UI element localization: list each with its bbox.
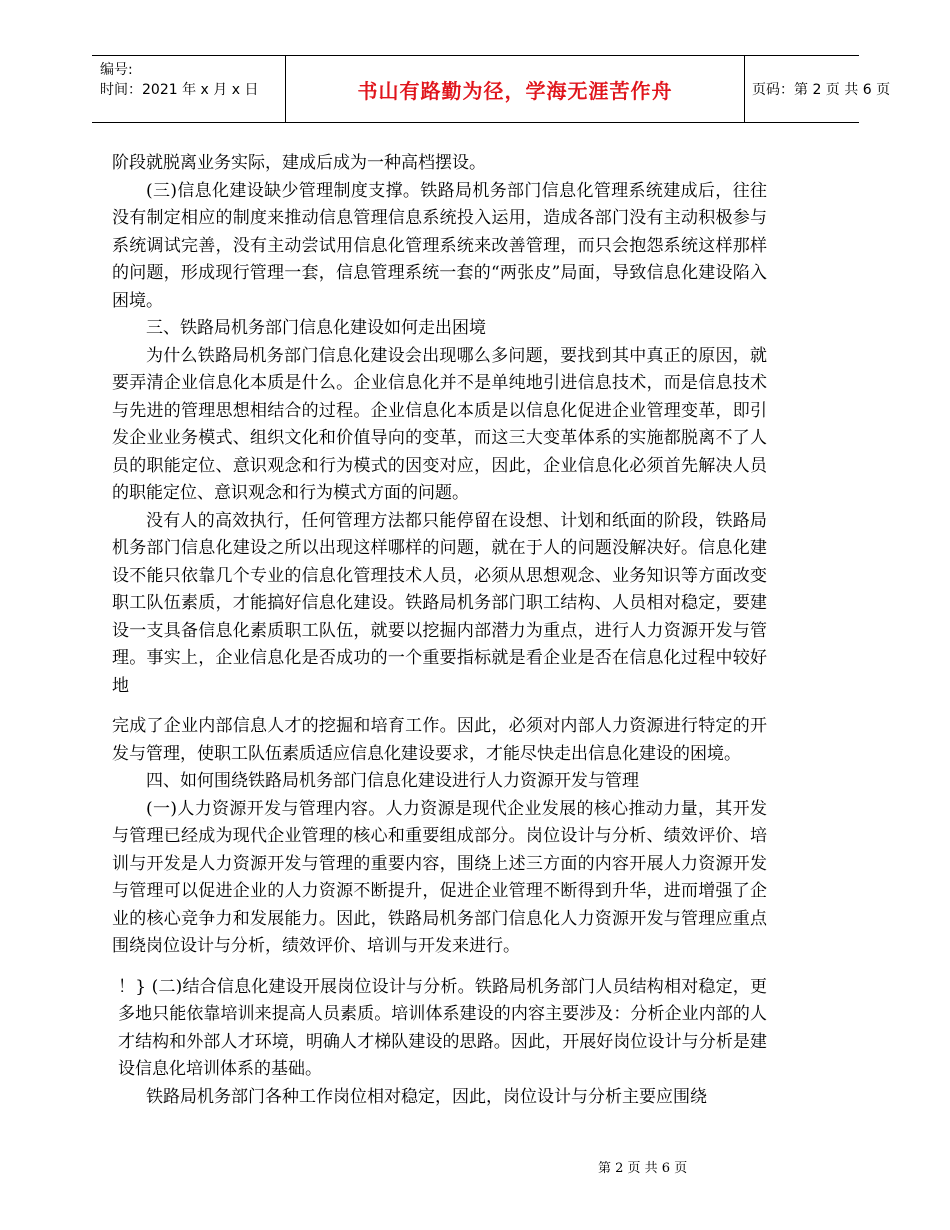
page-code: 页码：第 2 页 共 6 页	[752, 82, 891, 98]
page-footer: 第 2 页 共 6 页	[598, 1161, 688, 1176]
paragraph: (三)信息化建设缺少管理制度支撑。铁路局机务部门信息化管理系统建成后，往往没有制定相应的制度来推动信息管理信息系统投入运用，造成各部门没有主动积极参与系统调试完善，没有主动尝试用信息化管理系统来改善管理，而只会抱怨系统这样那样的问题，形成现行管理一套，信息管理系统一套的“两张皮”局面，导致信息化建设陷入困境。	[112, 180, 767, 311]
header-motto-cell	[285, 56, 745, 122]
section-heading: 三、铁路局机务部门信息化建设如何走出困境	[146, 318, 486, 338]
motto: 书山有路勤为径，学海无涯苦作舟	[357, 78, 673, 103]
spacer	[112, 700, 767, 713]
number-label: 编号:	[100, 62, 133, 78]
header-meta	[92, 56, 285, 122]
paragraph: 铁路局机务部门各种工作岗位相对稳定，因此，岗位设计与分析主要应围绕	[146, 1086, 707, 1107]
paragraph: (一)人力资源开发与管理内容。人力资源是现代企业发展的核心推动力量，其开发与管理已经成为现代企业管理的核心和重要组成部分。岗位设计与分析、绩效评价、培训与开发是人力资源开发与管理的重要内容，围绕上述三方面的内容开展人力资源开发与管理可以促进企业的人力资源不断提升，促进企业管理不断得到升华，进而增强了企业的核心竞争力和发展能力。因此，铁路局机务部门信息化人力资源开发与管理应重点围绕岗位设计与分析，绩效评价、培训与开发来进行。	[112, 798, 767, 956]
paragraph: 为什么铁路局机务部门信息化建设会出现哪么多问题，要找到其中真正的原因，就要弄清企业信息化本质是什么。企业信息化并不是单纯地引进信息技术，而是信息技术与先进的管理思想相结合的过程。企业信息化本质是以信息化促进企业管理变革，即引发企业业务模式、组织文化和价值导向的变革，而这三大变革体系的实施都脱离不了人员的职能定位、意识观念和行为模式的因变对应，因此，企业信息化必须首先解决人员的职能定位、意识观念和行为模式方面的问题。	[112, 345, 767, 503]
paragraph: 阶段就脱离业务实际，建成后成为一种高档摆设。	[112, 153, 486, 173]
paragraph: ！} (二)结合信息化建设开展岗位设计与分析。铁路局机务部门人员结构相对稳定，更多地只能依靠培训来提高人员素质。培训体系建设的内容主要涉及：分析企业内部的人才结构和外部人才环境，明确人才梯队建设的思路。因此，开展好岗位设计与分析是建设信息化培训体系的基础。	[118, 976, 767, 1079]
paragraph: 完成了企业内部信息人才的挖掘和培育工作。因此，必须对内部人力资源进行特定的开发与管理，使职工队伍素质适应信息化建设要求，才能尽快走出信息化建设的困境。	[112, 716, 767, 764]
spacer	[112, 961, 767, 974]
page-header	[92, 55, 891, 123]
section-heading: 四、如何围绕铁路局机务部门信息化建设进行人力资源开发与管理	[146, 771, 639, 791]
header-page-cell	[744, 56, 891, 122]
paragraph: 没有人的高效执行，任何管理方法都只能停留在设想、计划和纸面的阶段，铁路局机务部门信息化建设之所以出现这样哪样的问题，就在于人的问题没解决好。信息化建设不能只依靠几个专业的信息化管理技术人员，必须从思想观念、业务知识等方面改变职工队伍素质，才能搞好信息化建设。铁路局机务部门职工结构、人员相对稳定，要建设一支具备信息化素质职工队伍，就要以挖掘内部潜力为重点，进行人力资源开发与管理。事实上，企业信息化是否成功的一个重要指标就是看企业是否在信息化过程中较好地	[112, 510, 767, 696]
time-label: 时间：2021 年 x 月 x 日	[100, 82, 259, 98]
document-body	[112, 150, 767, 1111]
